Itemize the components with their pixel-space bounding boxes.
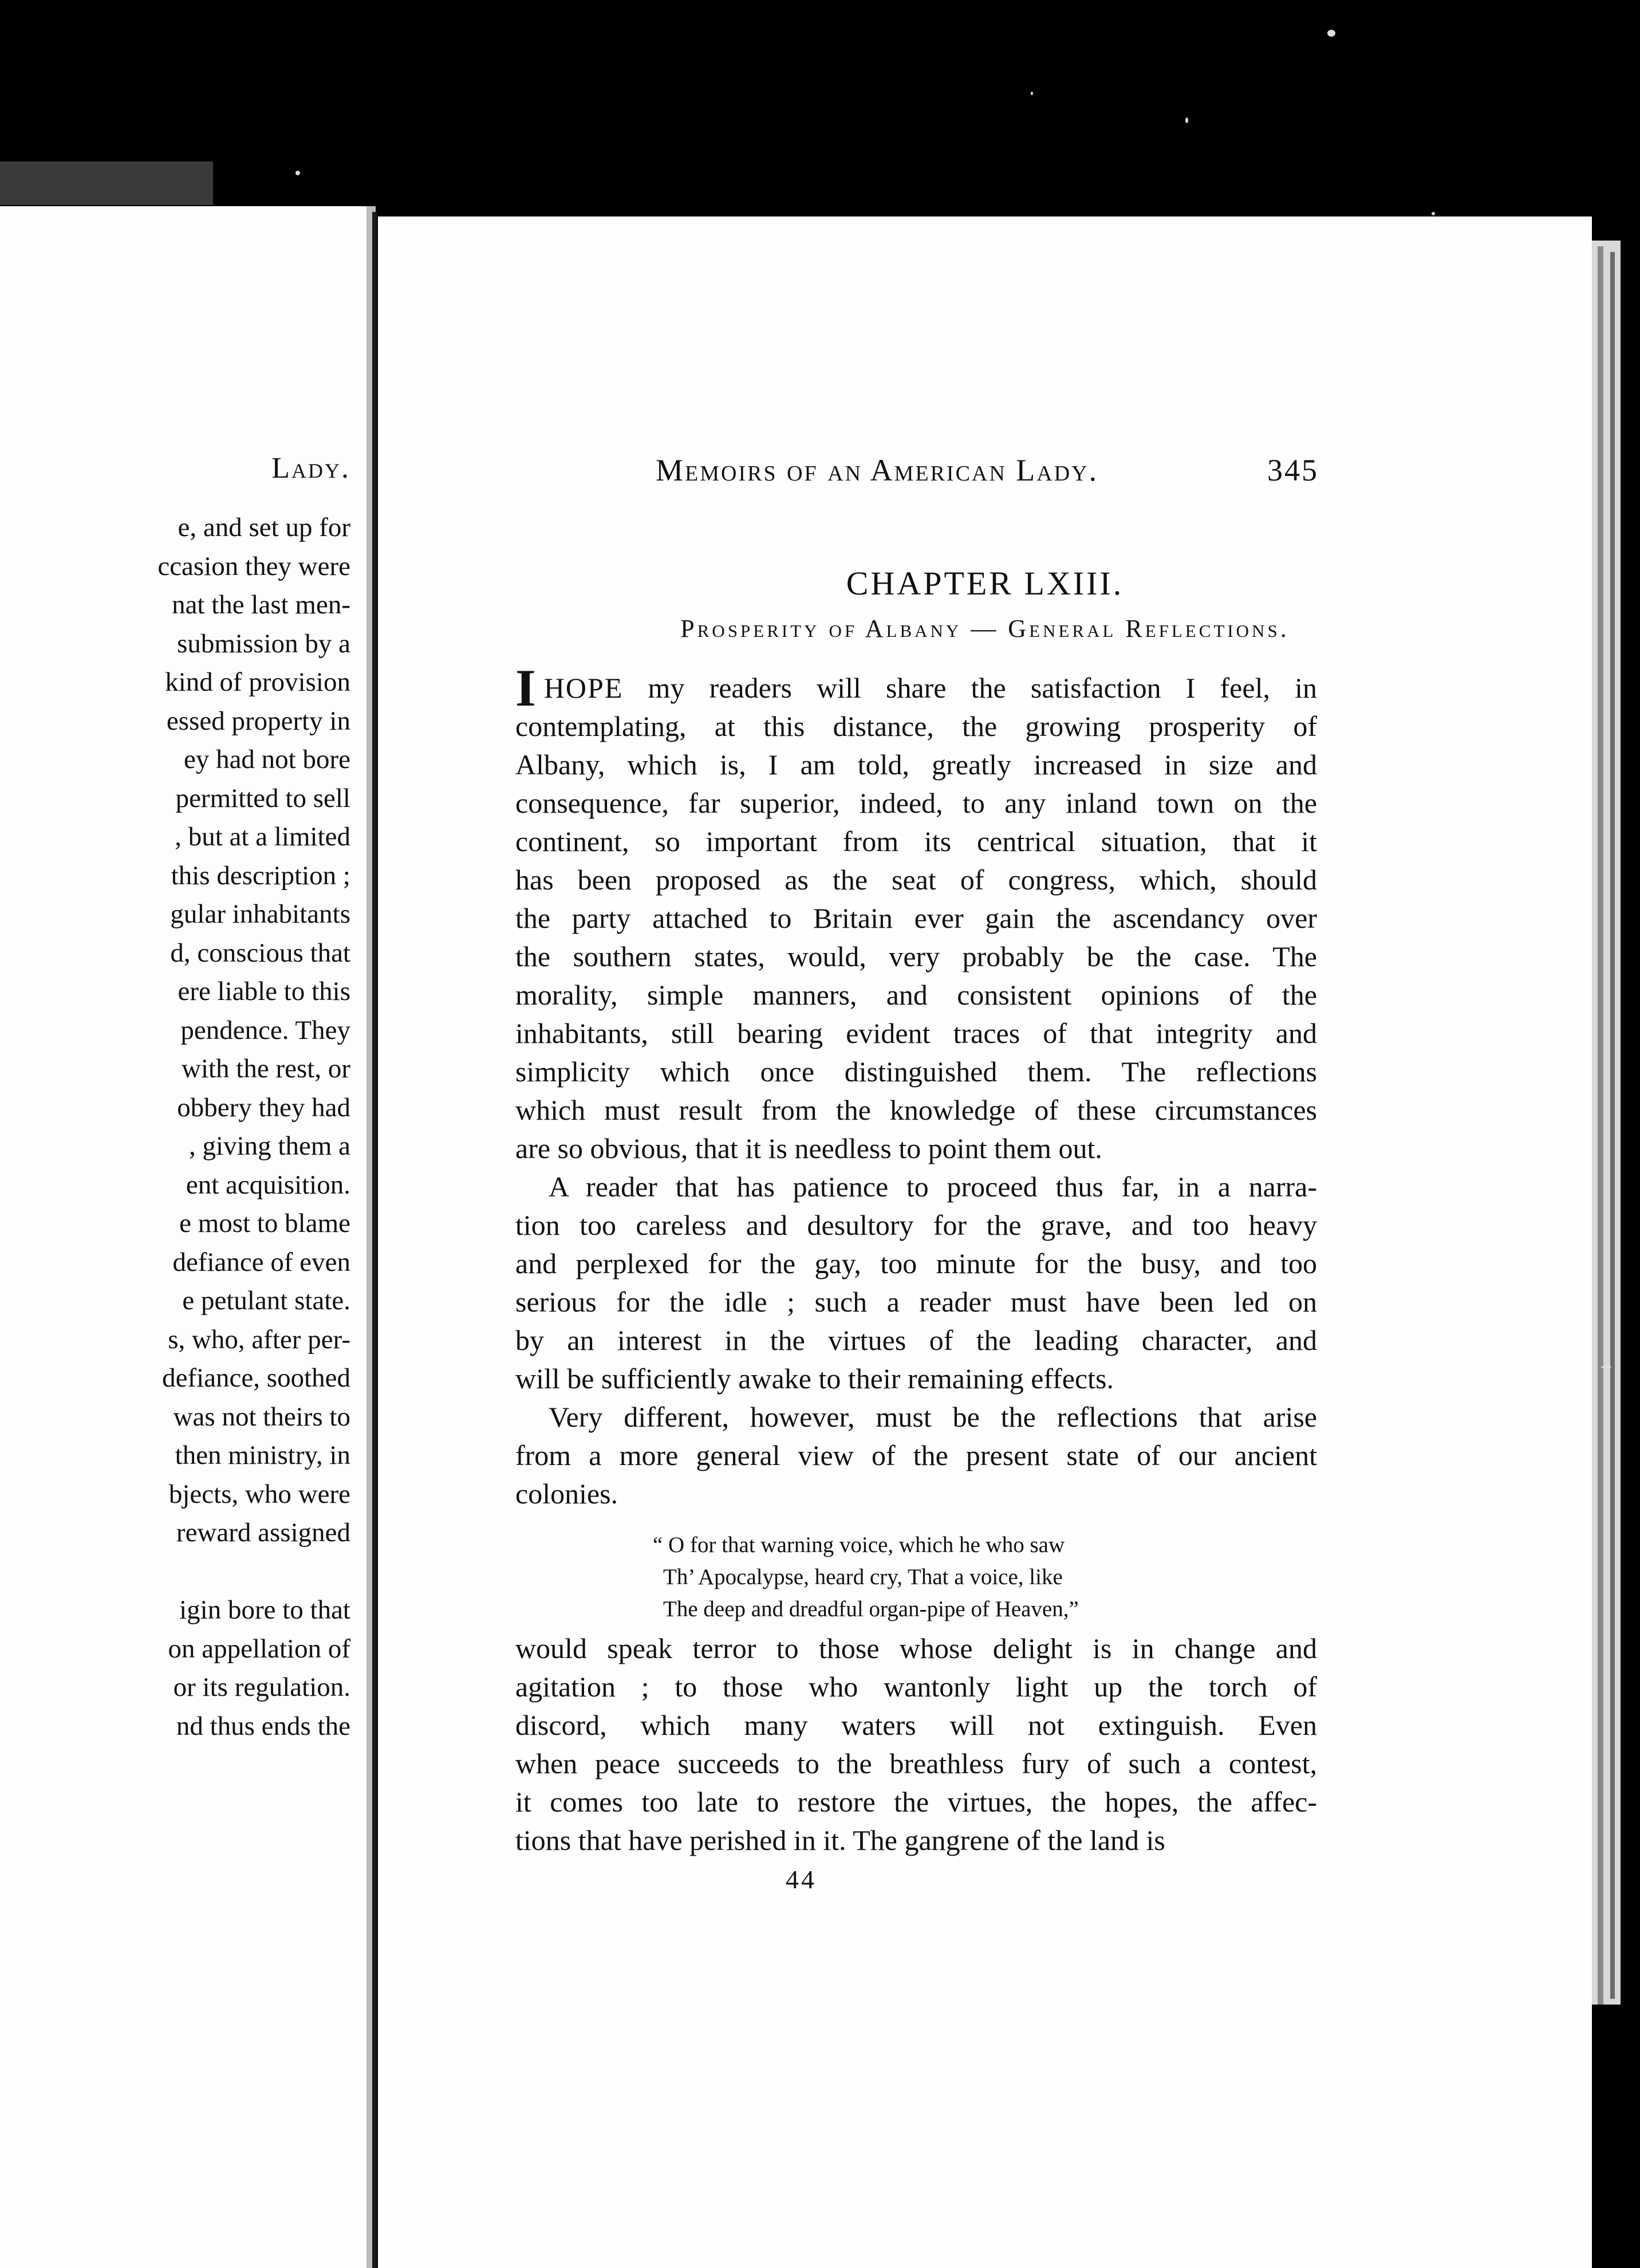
left-text-line: s, who, after per- [168,1324,350,1354]
left-text-line: essed property in [166,706,350,736]
text-line: tion too careless and desultory for the grave, and too heavy [515,1209,1317,1241]
text-line: the southern states, would, very probably be the case. The [515,940,1317,972]
left-text-line: pendence. They [180,1015,350,1045]
paragraph-2 [515,1168,1317,1398]
text-line: A reader that has patience to proceed thus far, in a narra- [549,1171,1317,1203]
left-text-column [157,509,350,1746]
left-page [0,206,366,2268]
left-text-line: ere liable to this [178,976,350,1006]
running-head [656,452,1319,493]
dust-speck [295,171,300,175]
text-line: when peace succeeds to the breathless fury of such a contest, [515,1747,1317,1779]
left-text-line: d, conscious that [170,938,350,968]
text-line: from a more general view of the present state of our ancient [515,1439,1317,1471]
first-word: HOPE [543,672,624,704]
text-line: consequence, far superior, indeed, to any inland town on the [515,787,1317,819]
left-text-line: , but at a limited [175,822,350,852]
drop-cap: I [515,659,536,717]
text-line: colonies. [515,1478,618,1510]
left-text-line: reward assigned [176,1518,350,1548]
chapter-subtitle: Prosperity of Albany — General Reflections. [680,615,1290,643]
first-line-text: my readers will share the satisfaction I feel, in [648,672,1317,704]
left-text-line: was not theirs to [173,1401,350,1432]
left-text-line: permitted to sell [175,783,350,813]
dust-speck [1031,92,1033,95]
left-text-line: e, and set up for [178,513,350,542]
left-text-line: then ministry, in [175,1440,350,1470]
page-fore-edge [1592,241,1621,2005]
dust-speck [1327,30,1335,37]
paragraph-first-line [515,659,1317,717]
text-line: has been proposed as the seat of congress, which, should [515,864,1317,896]
left-text-line [157,1553,350,1592]
quote-line: The deep and dreadful organ-pipe of Heaven,” [663,1597,1079,1621]
text-line: tions that have perished in it. The gangrene of the land is [515,1824,1165,1856]
text-line: and perplexed for the gay, too minute for the busy, and too [515,1247,1317,1279]
text-line: Albany, which is, I am told, greatly increased in size and [515,749,1317,781]
text-line: will be sufficiently awake to their remaining effects. [515,1363,1114,1395]
text-line: agitation ; to those who wantonly light up the torch of [515,1671,1317,1703]
left-text-line: on appellation of [168,1633,350,1664]
text-line: inhabitants, still bearing evident traces of that integrity and [515,1017,1317,1049]
text-line: morality, simple manners, and consistent opinions of the [515,979,1317,1011]
left-text-line: defiance, soothed [162,1363,350,1393]
text-line: are so obvious, that it is needless to point them out. [515,1132,1102,1164]
paragraph-3 [515,1398,1317,1513]
text-line: it comes too late to restore the virtues, the hopes, the affec- [515,1786,1317,1818]
body-text [515,659,1317,1513]
left-text-line: or its regulation. [173,1672,350,1702]
quote-line: “ O for that warning voice, which he who saw [653,1533,1065,1557]
left-text-line: this description ; [171,860,350,891]
left-text-line: kind of provision [165,667,350,697]
left-text-line: e petulant state. [182,1286,350,1316]
left-text-line: ccasion they were [157,551,350,581]
text-line: continent, so important from its centrical situation, that it [515,825,1317,857]
book-board-edge [0,162,213,205]
text-line: would speak terror to those whose delight is in change and [515,1632,1317,1664]
signature-mark: 44 [786,1865,817,1894]
text-line: simplicity which once distinguished them. The reflections [515,1056,1317,1088]
page-fore-edge-line [1598,246,1603,2005]
left-text-line: defiance of even [172,1247,350,1277]
left-text-line: gular inhabitants [170,899,350,929]
text-line: the party attached to Britain ever gain the ascendancy over [515,902,1317,934]
text-line: discord, which many waters will not extinguish. Even [515,1709,1317,1741]
left-text-line: nat the last men- [172,590,350,620]
left-text-line: ent acquisition. [186,1170,350,1200]
block-quote [653,1529,1225,1625]
left-text-line: obbery they had [177,1092,350,1123]
left-text-line: with the rest, or [182,1054,350,1084]
chapter-title: CHAPTER LXIII. [846,565,1124,602]
dust-speck [1601,1366,1611,1368]
quote-line: Th’ Apocalypse, heard cry, That a voice, like [663,1565,1063,1589]
page-fore-edge-line [1610,252,1615,1999]
left-text-line: submission by a [177,628,350,659]
left-text-line: , giving them a [189,1131,350,1161]
paragraph-4 [515,1629,1317,1860]
left-text-line: nd thus ends the [176,1711,350,1741]
left-text-line: ey had not bore [183,745,350,774]
text-line: serious for the idle ; such a reader must have been led on [515,1286,1317,1318]
text-line: Very different, however, must be the reflections that arise [549,1401,1317,1433]
dust-speck [1432,212,1435,215]
text-line: which must result from the knowledge of these circumstances [515,1094,1317,1126]
text-line: contemplating, at this distance, the growing prosperity of [515,710,1317,742]
dust-speck [1185,117,1188,123]
left-text-line: bjects, who were [168,1479,350,1509]
text-line: by an interest in the virtues of the leading character, and [515,1324,1317,1356]
page-number: 345 [1267,453,1319,487]
left-running-head: Lady. [271,452,350,485]
left-text-line: igin bore to that [179,1595,350,1625]
running-head-title: Memoirs of an American Lady. [656,453,1099,487]
gutter-shadow [372,212,377,2268]
left-text-line: e most to blame [179,1208,350,1238]
paragraph-1 [515,707,1317,1168]
